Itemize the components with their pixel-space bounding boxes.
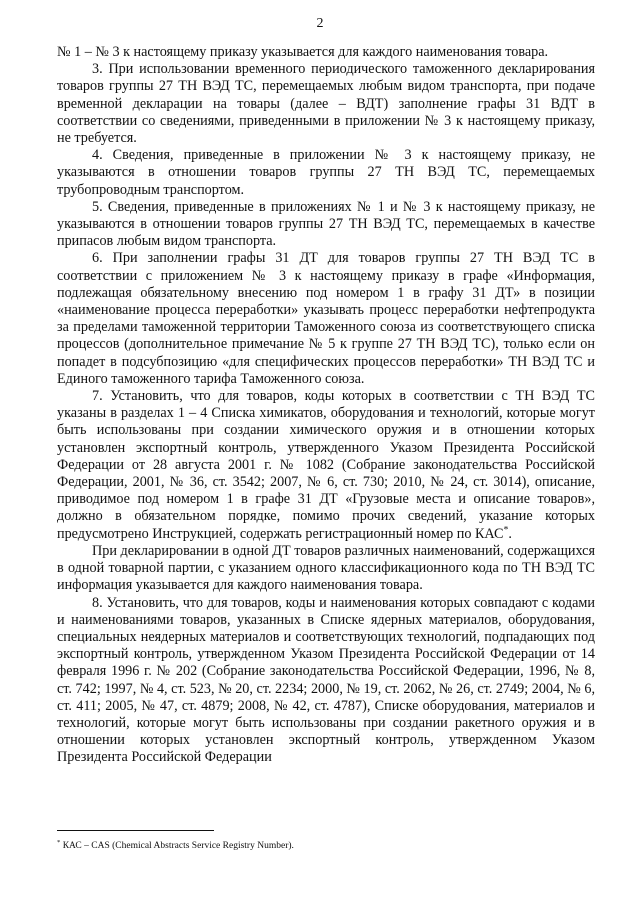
footnote-reference: * xyxy=(503,523,509,535)
paragraph-7-text: 7. Установить, что для товаров, коды которых в соответствии с ТН ВЭД ТС указаны в разделах 1 – 4 Списка химикатов, оборудования и технологий, которые могут быть использованы при создании химического оружия и в отношении которых установлен экспортный контроль, утвержденного Указом Президента Российской Федерации от 28 августа 2001 г. № 1082 (Собрание законодательства Российской Федерации, 2001, № 36, ст. 3542; 2007, № 6, ст. 730; 2010, № 24, ст. 3014), описание, приводимое под номером 1 в графе 31 ДТ «Грузовые места и описание товаров», должно в обязательном порядке, помимо прочих сведений, указание которых предусмотрено Инструкцией, содержать регистрационный номер по КАС xyxy=(57,388,595,542)
paragraph-3: 3. При использовании временного периодического таможенного декларирования товаров группы 27 ТН ВЭД ТС, перемещаемых любым видом транспорта, при подаче временной декларации на товары (далее – ВДТ) заполнение графы 31 ВДТ в соответствии со сведениями, приведенными в приложении № 3 к настоящему приказу, не требуется. xyxy=(57,61,595,147)
paragraph-7-continued: При декларировании в одной ДТ товаров различных наименований, содержащихся в одной товарной партии, с указанием одного классификационного кода по ТН ВЭД ТС информация указывается для каждого наименования товара. xyxy=(57,542,595,594)
page-number: 2 xyxy=(316,16,324,31)
footnote xyxy=(57,840,577,852)
paragraph-5: 5. Сведения, приведенные в приложениях № 1 и № 3 к настоящему приказу, не указываются в отношении товаров группы 27 ТН ВЭД ТС, перемещаемых в качестве припасов любым видом транспорта. xyxy=(57,198,595,250)
footnote-divider xyxy=(57,830,214,831)
paragraph-continuation: № 1 – № 3 к настоящему приказу указывается для каждого наименования товара. xyxy=(57,44,549,60)
paragraph-7-end: . xyxy=(508,525,512,542)
footnote-mark: * xyxy=(57,838,61,846)
body-text xyxy=(57,44,595,767)
footnote-text: КАС – CAS (Chemical Abstracts Service Registry Number). xyxy=(60,841,294,851)
paragraph-8: 8. Установить, что для товаров, коды и наименования которых совпадают с кодами и наименованиями товаров, указанных в Списке ядерных материалов, оборудования, специальных неядерных материалов и соответствующих технологий, подпадающих под экспортный контроль, утвержденном Указом Президента Российской Федерации от 14 февраля 1996 г. № 202 (Собрание законодательства Российской Федерации, 1996, № 8, ст. 742; 1997, № 4, ст. 523, № 20, ст. 2234; 2000, № 19, ст. 2062, № 26, ст. 2749; 2004, № 6, ст. 411; 2005, № 47, ст. 4879; 2008, № 42, ст. 4787), Списке оборудования, материалов и технологий, которые могут быть использованы при создании ракетного оружия и в отношении которых установлен экспортный контроль, утвержденном Указом Президента Российской Федерации xyxy=(57,594,595,766)
paragraph-7 xyxy=(57,388,595,543)
paragraph-4: 4. Сведения, приведенные в приложении № 3 к настоящему приказу, не указываются в отношении товаров группы 27 ТН ВЭД ТС, перемещаемых трубопроводным транспортом. xyxy=(57,147,595,198)
paragraph-6: 6. При заполнении графы 31 ДТ для товаров группы 27 ТН ВЭД ТС в соответствии с приложением № 3 к настоящему приказу в графе «Информация, подлежащая обязательному внесению под номером 1 в графу 31 ДТ» в позиции «наименование процесса переработки» указывать процесс переработки нефтепродукта за пределами таможенной территории Таможенного союза из соответствующего списка процессов (дополнительное примечание № 5 к группе 27 ТН ВЭД ТС), только если он попадет в подсубпозицию «для специфических процессов переработки» ТН ВЭД ТС и Единого таможенного тарифа Таможенного союза. xyxy=(57,250,595,387)
